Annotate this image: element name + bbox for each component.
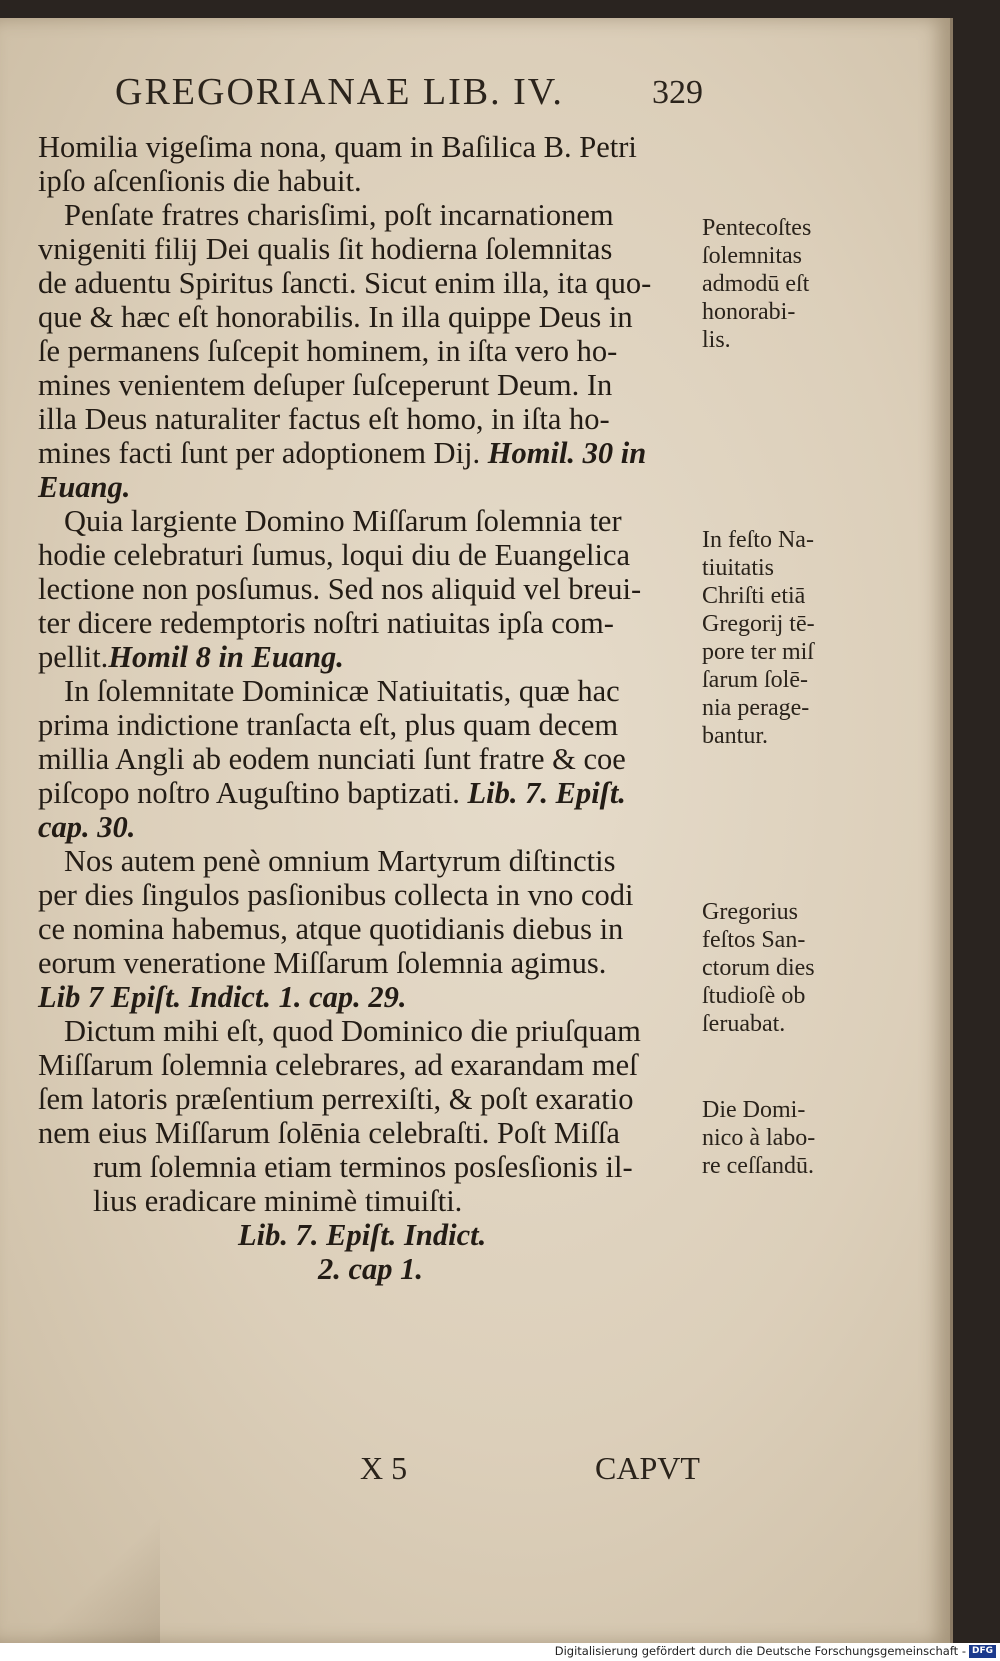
margin-note-saints xyxy=(702,898,862,1038)
text-line: lectione non posſumus. Sed nos aliquid vel breui- xyxy=(38,572,642,606)
citation: Lib 7 Epiſt. Indict. 1. cap. 29. xyxy=(38,980,407,1014)
dfg-logo: DFG xyxy=(969,1645,996,1658)
text-line: lius eradicare minimè timuiſti. xyxy=(93,1184,463,1218)
note-line: nia perage- xyxy=(702,695,810,721)
text-line: ſem latoris præſentium perrexiſti, & poſt exaratio xyxy=(38,1082,634,1116)
text-span: pellit. xyxy=(38,640,109,674)
text-line: que & hæc eſt honorabilis. In illa quippe Deus in xyxy=(38,300,633,334)
text-line: In ſolemnitate Dominicæ Natiuitatis, quæ hac xyxy=(64,674,620,708)
margin-note-sunday xyxy=(702,1096,862,1180)
text-line: eorum veneratione Miſſarum ſolemnia agimus. xyxy=(38,946,607,980)
text-line xyxy=(38,436,693,470)
digitization-footer xyxy=(0,1643,1000,1661)
running-header: GREGORIANAE LIB. IV. xyxy=(115,71,564,113)
text-line: prima indictione tranſacta eſt, plus quam decem xyxy=(38,708,619,742)
note-line: bantur. xyxy=(702,723,768,749)
citation: Lib. 7. Epiſt. Indict. xyxy=(238,1218,487,1252)
text-line: Quia largiente Domino Miſſarum ſolemnia ter xyxy=(64,504,622,538)
citation: Homil 8 in Euang. xyxy=(108,640,344,674)
note-line: ſolemnitas xyxy=(702,243,802,269)
text-line xyxy=(38,470,693,504)
text-line: illa Deus naturaliter factus eſt homo, in iſta ho- xyxy=(38,402,610,436)
note-line: ſarum ſolē- xyxy=(702,667,808,693)
citation: Lib. 7. Epiſt. xyxy=(467,776,626,810)
citation: Homil. 30 in xyxy=(487,436,647,470)
margin-note-pentecost xyxy=(702,214,862,354)
note-line: Gregorius xyxy=(702,899,798,925)
text-line: ce nomina habemus, atque quotidianis diebus in xyxy=(38,912,624,946)
note-line: In feſto Na- xyxy=(702,527,814,553)
text-line: Nos autem penè omnium Martyrum diſtinctis xyxy=(64,844,616,878)
text-line xyxy=(38,1252,693,1286)
text-line: Dictum mihi eſt, quod Dominico die priuſquam xyxy=(64,1014,641,1048)
note-line: nico à labo- xyxy=(702,1125,816,1151)
text-line xyxy=(38,640,693,674)
note-line: lis. xyxy=(702,327,731,353)
text-line: ter dicere redemptoris noſtri natiuitas ipſa com- xyxy=(38,606,614,640)
text-span: piſcopo noſtro Auguſtino baptizati. xyxy=(38,776,460,810)
text-line xyxy=(38,1218,693,1252)
citation: Euang. xyxy=(38,470,131,504)
funding-credit: Digitalisierung gefördert durch die Deutsche Forschungsgemeinschaft - xyxy=(554,1644,966,1658)
margin-note-nativity xyxy=(702,526,862,750)
text-line: mines venientem deſuper ſuſceperunt Deum. In xyxy=(38,368,613,402)
text-span: mines facti ſunt per adoptionem Dij. xyxy=(38,436,481,470)
text-line: Miſſarum ſolemnia celebrares, ad exarandam meſ xyxy=(38,1048,638,1082)
text-line: per dies ſingulos pasſionibus collecta in vno codi xyxy=(38,878,634,912)
text-line: ipſo aſcenſionis die habuit. xyxy=(38,164,362,198)
note-line: admodū eſt xyxy=(702,271,810,297)
note-line: Gregorij tē- xyxy=(702,611,815,637)
note-line: honorabi- xyxy=(702,299,796,325)
book-page xyxy=(0,18,953,1643)
text-line: vnigeniti filij Dei qualis ſit hodierna ſolemnitas xyxy=(38,232,613,266)
note-line: ctorum dies xyxy=(702,955,815,981)
page-number: 329 xyxy=(652,74,703,111)
citation: 2. cap 1. xyxy=(318,1252,424,1286)
note-line: pore ter miſ xyxy=(702,639,814,665)
text-line: rum ſolemnia etiam terminos posſesſionis il- xyxy=(93,1150,633,1184)
note-line: feſtos San- xyxy=(702,927,806,953)
note-line: tiuitatis xyxy=(702,555,774,581)
text-line: ſe permanens ſuſcepit hominem, in iſta vero ho- xyxy=(38,334,618,368)
note-line: ſeruabat. xyxy=(702,1011,786,1037)
text-line: de aduentu Spiritus ſancti. Sicut enim illa, ita quo- xyxy=(38,266,652,300)
note-line: Chriſti etiā xyxy=(702,583,806,609)
note-line: Pentecoſtes xyxy=(702,215,812,241)
note-line: Die Domi- xyxy=(702,1097,806,1123)
signature-mark: X 5 xyxy=(360,1450,408,1486)
text-line: millia Angli ab eodem nunciati ſunt fratre & coe xyxy=(38,742,626,776)
note-line: ſtudioſè ob xyxy=(702,983,806,1009)
catchword: CAPVT xyxy=(595,1450,700,1486)
text-line: nem eius Miſſarum ſolēnia celebraſti. Poſt Miſſa xyxy=(38,1116,620,1150)
citation: cap. 30. xyxy=(38,810,136,844)
note-line: re ceſſandū. xyxy=(702,1153,814,1179)
text-line xyxy=(38,980,693,1014)
main-text-block xyxy=(38,130,693,1286)
text-line: hodie celebraturi ſumus, loqui diu de Euangelica xyxy=(38,538,631,572)
text-line: Homilia vigeſima nona, quam in Baſilica B. Petri xyxy=(38,130,637,164)
text-line xyxy=(38,810,693,844)
text-line: Penſate fratres charisſimi, poſt incarnationem xyxy=(64,198,614,232)
text-line xyxy=(38,776,693,810)
